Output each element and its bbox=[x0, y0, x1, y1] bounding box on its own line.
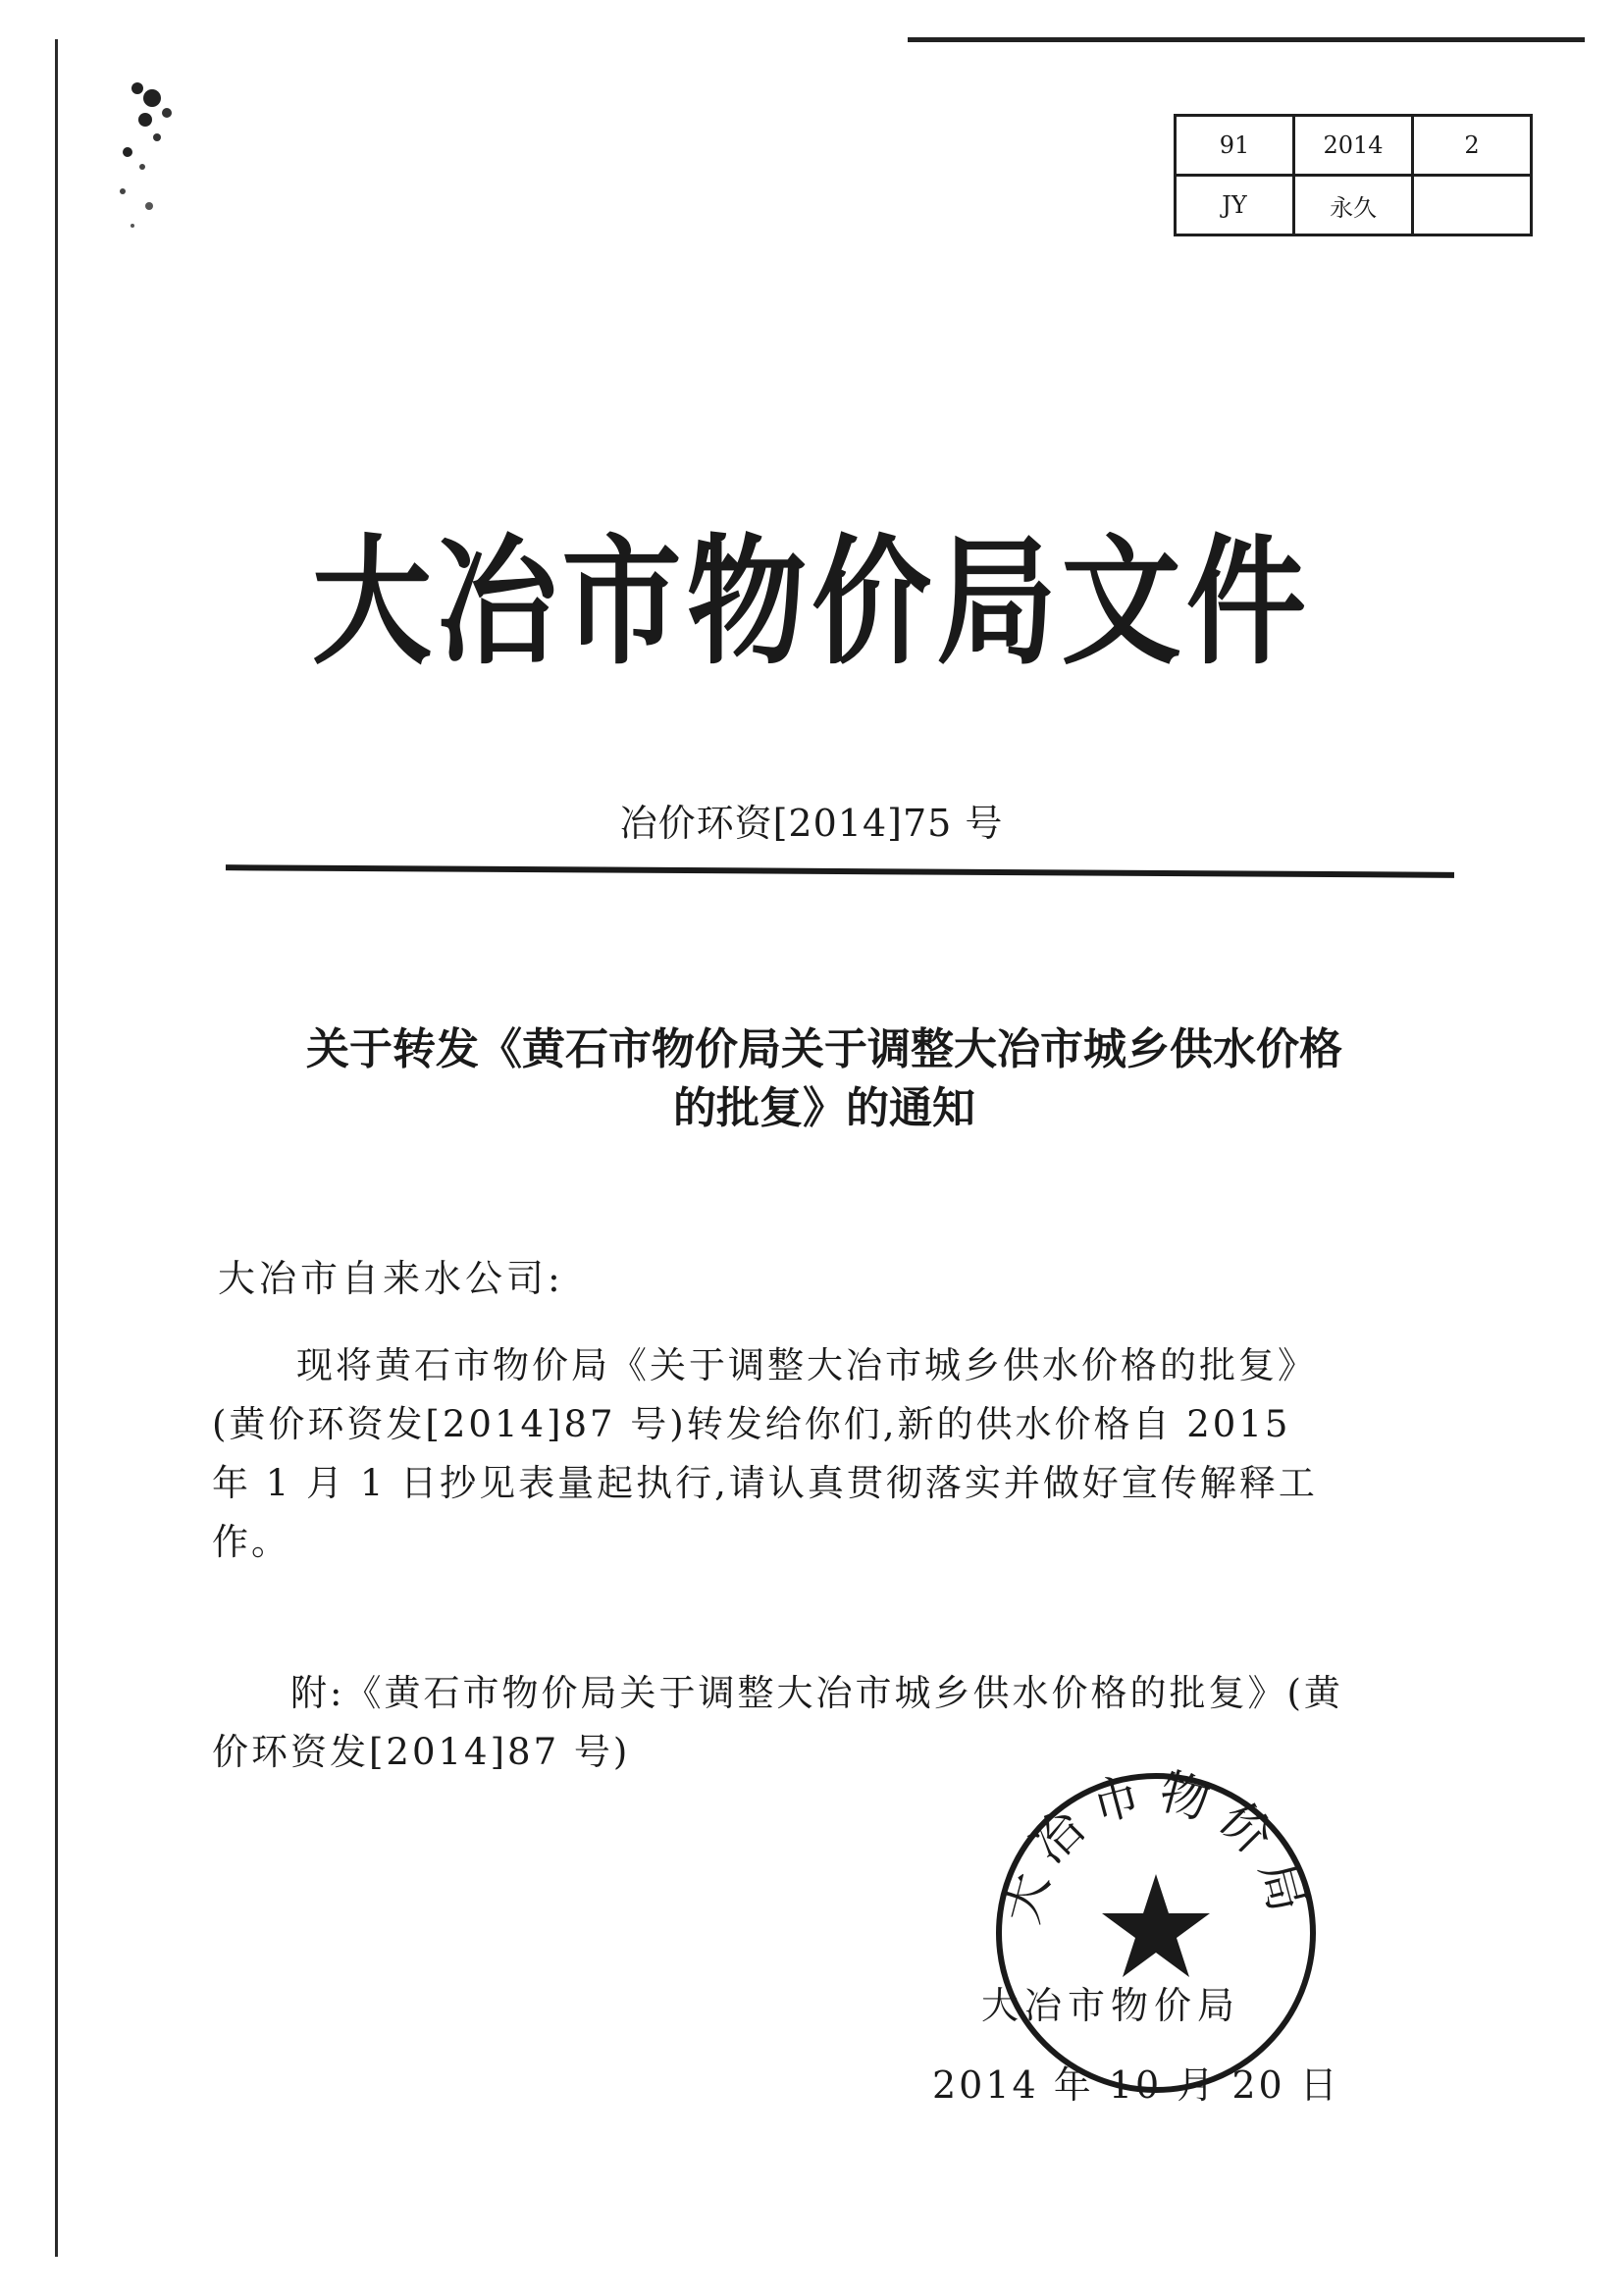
addressee: 大冶市自来水公司: bbox=[218, 1257, 564, 1300]
archive-cell: 永久 bbox=[1294, 176, 1413, 235]
scan-smudge bbox=[98, 59, 206, 245]
signature-date: 2014 年 10 月 20 日 bbox=[932, 2063, 1340, 2107]
scan-top-edge bbox=[908, 37, 1585, 42]
paragraph-line: 附:《黄石市物价局关于调整大冶市城乡供水价格的批复》(黄 bbox=[290, 1672, 1343, 1714]
signature-org: 大冶市物价局 bbox=[981, 1984, 1241, 2027]
body-paragraph bbox=[212, 1336, 1439, 1572]
document-number: 冶价环资[2014]75 号 bbox=[619, 802, 1004, 845]
header-rule bbox=[226, 864, 1454, 878]
paragraph-line: 作。 bbox=[212, 1521, 290, 1563]
archive-cell: 91 bbox=[1176, 116, 1294, 176]
paragraph-line: 现将黄石市物价局《关于调整大冶市城乡供水价格的批复》 bbox=[296, 1344, 1317, 1386]
paragraph-line: 年 1 月 1 日抄见表量起执行,请认真贯彻落实并做好宣传解释工 bbox=[212, 1462, 1318, 1504]
subject-line: 关于转发《黄石市物价局关于调整大冶市城乡供水价格 bbox=[306, 1024, 1342, 1074]
subject-line: 的批复》的通知 bbox=[673, 1083, 975, 1133]
archive-cell bbox=[1413, 176, 1532, 235]
archive-box bbox=[1174, 114, 1533, 236]
seal-arc-text: 大冶市物价局 bbox=[992, 1766, 1320, 1929]
document-masthead: 大冶市物价局文件 bbox=[311, 522, 1312, 684]
document-subject bbox=[196, 1020, 1452, 1138]
scan-left-edge bbox=[55, 39, 58, 2257]
paragraph-line: 价环资发[2014]87 号) bbox=[212, 1731, 631, 1773]
archive-cell: 2 bbox=[1413, 116, 1532, 176]
attachment-paragraph bbox=[212, 1664, 1439, 1782]
archive-cell: JY bbox=[1176, 176, 1294, 235]
paragraph-line: (黄价环资发[2014]87 号)转发给你们,新的供水价格自 2015 bbox=[212, 1403, 1291, 1445]
archive-cell: 2014 bbox=[1294, 116, 1413, 176]
official-seal bbox=[989, 1766, 1323, 2100]
star-icon bbox=[1102, 1874, 1210, 1977]
